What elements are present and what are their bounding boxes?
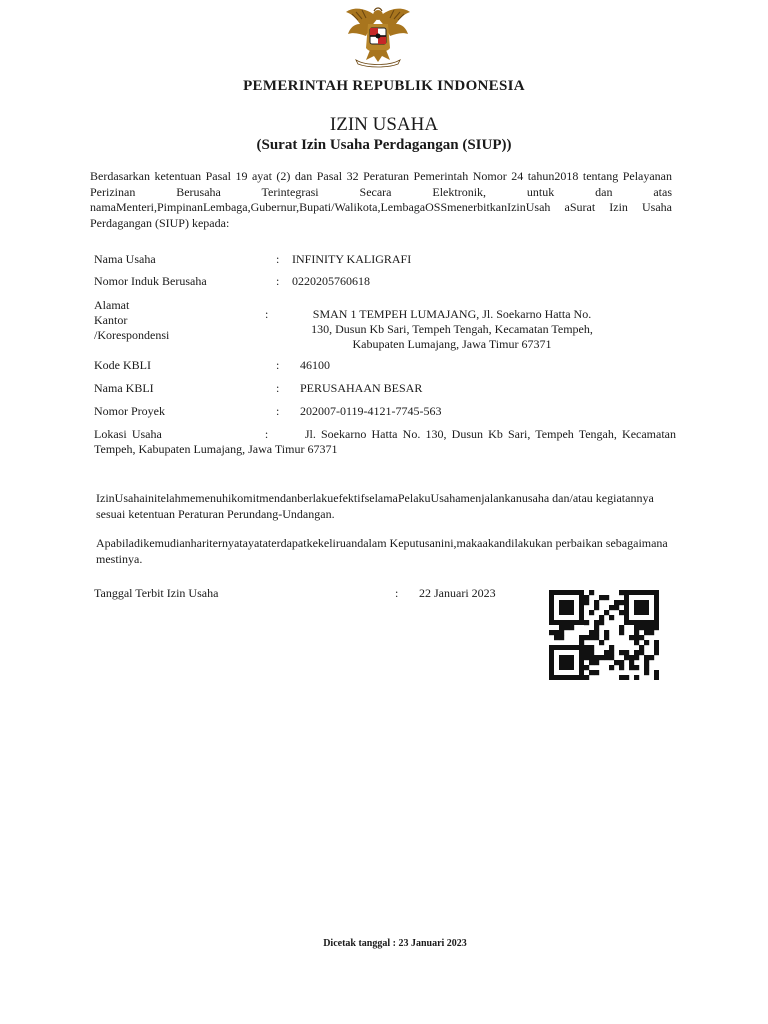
correction-paragraph: Apabiladikemudianhariternyatayataterdapatkekeliruandalam Keputusanini,makaakandilakukan perbaikan sebagaimana mestinya. — [96, 536, 668, 566]
alamat-value-line: SMAN 1 TEMPEH LUMAJANG, Jl. Soekarno Hatta No. — [312, 307, 592, 321]
garuda-emblem — [340, 4, 416, 68]
kode-kbli-label: Kode KBLI — [94, 358, 151, 372]
nomor-proyek-value: 202007-0119-4121-7745-563 — [300, 404, 442, 418]
nama-kbli-value: PERUSAHAAN BESAR — [300, 381, 423, 395]
colon: : — [264, 427, 269, 441]
lokasi-usaha-row — [94, 427, 676, 457]
alamat-value-line: Kabupaten Lumajang, Jawa Timur 67371 — [352, 337, 552, 351]
nib-value: 0220205760618 — [292, 274, 370, 288]
alamat-value-line: 130, Dusun Kb Sari, Tempeh Tengah, Kecamatan Tempeh, — [311, 322, 593, 336]
alamat-label-line: /Korespondensi — [94, 328, 170, 342]
colon: : — [276, 358, 280, 372]
printed-date: Dicetak tanggal : 23 Januari 2023 — [323, 938, 467, 949]
colon: : — [276, 381, 280, 395]
nib-label: Nomor Induk Berusaha — [94, 274, 207, 288]
colon: : — [276, 404, 280, 418]
lokasi-usaha-label: Lokasi Usaha — [94, 427, 162, 441]
colon: : — [276, 274, 280, 288]
government-title: PEMERINTAH REPUBLIK INDONESIA — [243, 78, 525, 94]
kode-kbli-value: 46100 — [300, 358, 330, 372]
validity-paragraph: IzinUsahainitelahmemenuhikomitmendanberlakuefektifselamaPelakuUsahamenjalankanusaha dan/atau kegiatannya sesuai ketentuan Peraturan Perundang-Undangan. — [96, 491, 654, 521]
document-subtitle: (Surat Izin Usaha Perdagangan (SIUP)) — [256, 137, 512, 153]
nama-usaha-value: INFINITY KALIGRAFI — [292, 252, 412, 266]
issue-date-label: Tanggal Terbit Izin Usaha — [94, 586, 219, 600]
colon: : — [265, 307, 269, 321]
qr-code — [549, 590, 659, 680]
nama-kbli-label: Nama KBLI — [94, 381, 154, 395]
colon: : — [276, 252, 280, 266]
nomor-proyek-label: Nomor Proyek — [94, 404, 165, 418]
nama-usaha-label: Nama Usaha — [94, 252, 156, 266]
issue-date-value: 22 Januari 2023 — [419, 586, 496, 600]
document-title: IZIN USAHA — [329, 114, 439, 135]
lokasi-usaha-value: Jl. Soekarno Hatta No. 130, Dusun Kb Sari, Tempeh Tengah, Kecamatan Tempeh, Kabupaten Lumajang, Jawa Timur 67371 — [94, 427, 676, 456]
alamat-label-line: Alamat — [94, 298, 130, 312]
alamat-value — [262, 307, 642, 352]
colon: : — [395, 586, 399, 600]
intro-paragraph: Berdasarkan ketentuan Pasal 19 ayat (2) dan Pasal 32 Peraturan Pemerintah Nomor 24 tahun2018 tentang Pelayanan Perizinan Berusaha Terintegrasi Secara Elektronik, untuk dan atas namaMenteri,PimpinanLembaga,Gubernur,Bupati/Walikota,LembagaOSSmenerbitkanIzinUsah aSurat Izin Usaha Perdagangan (SIUP) kepada: — [90, 169, 672, 230]
alamat-label-line: Kantor — [94, 313, 128, 327]
